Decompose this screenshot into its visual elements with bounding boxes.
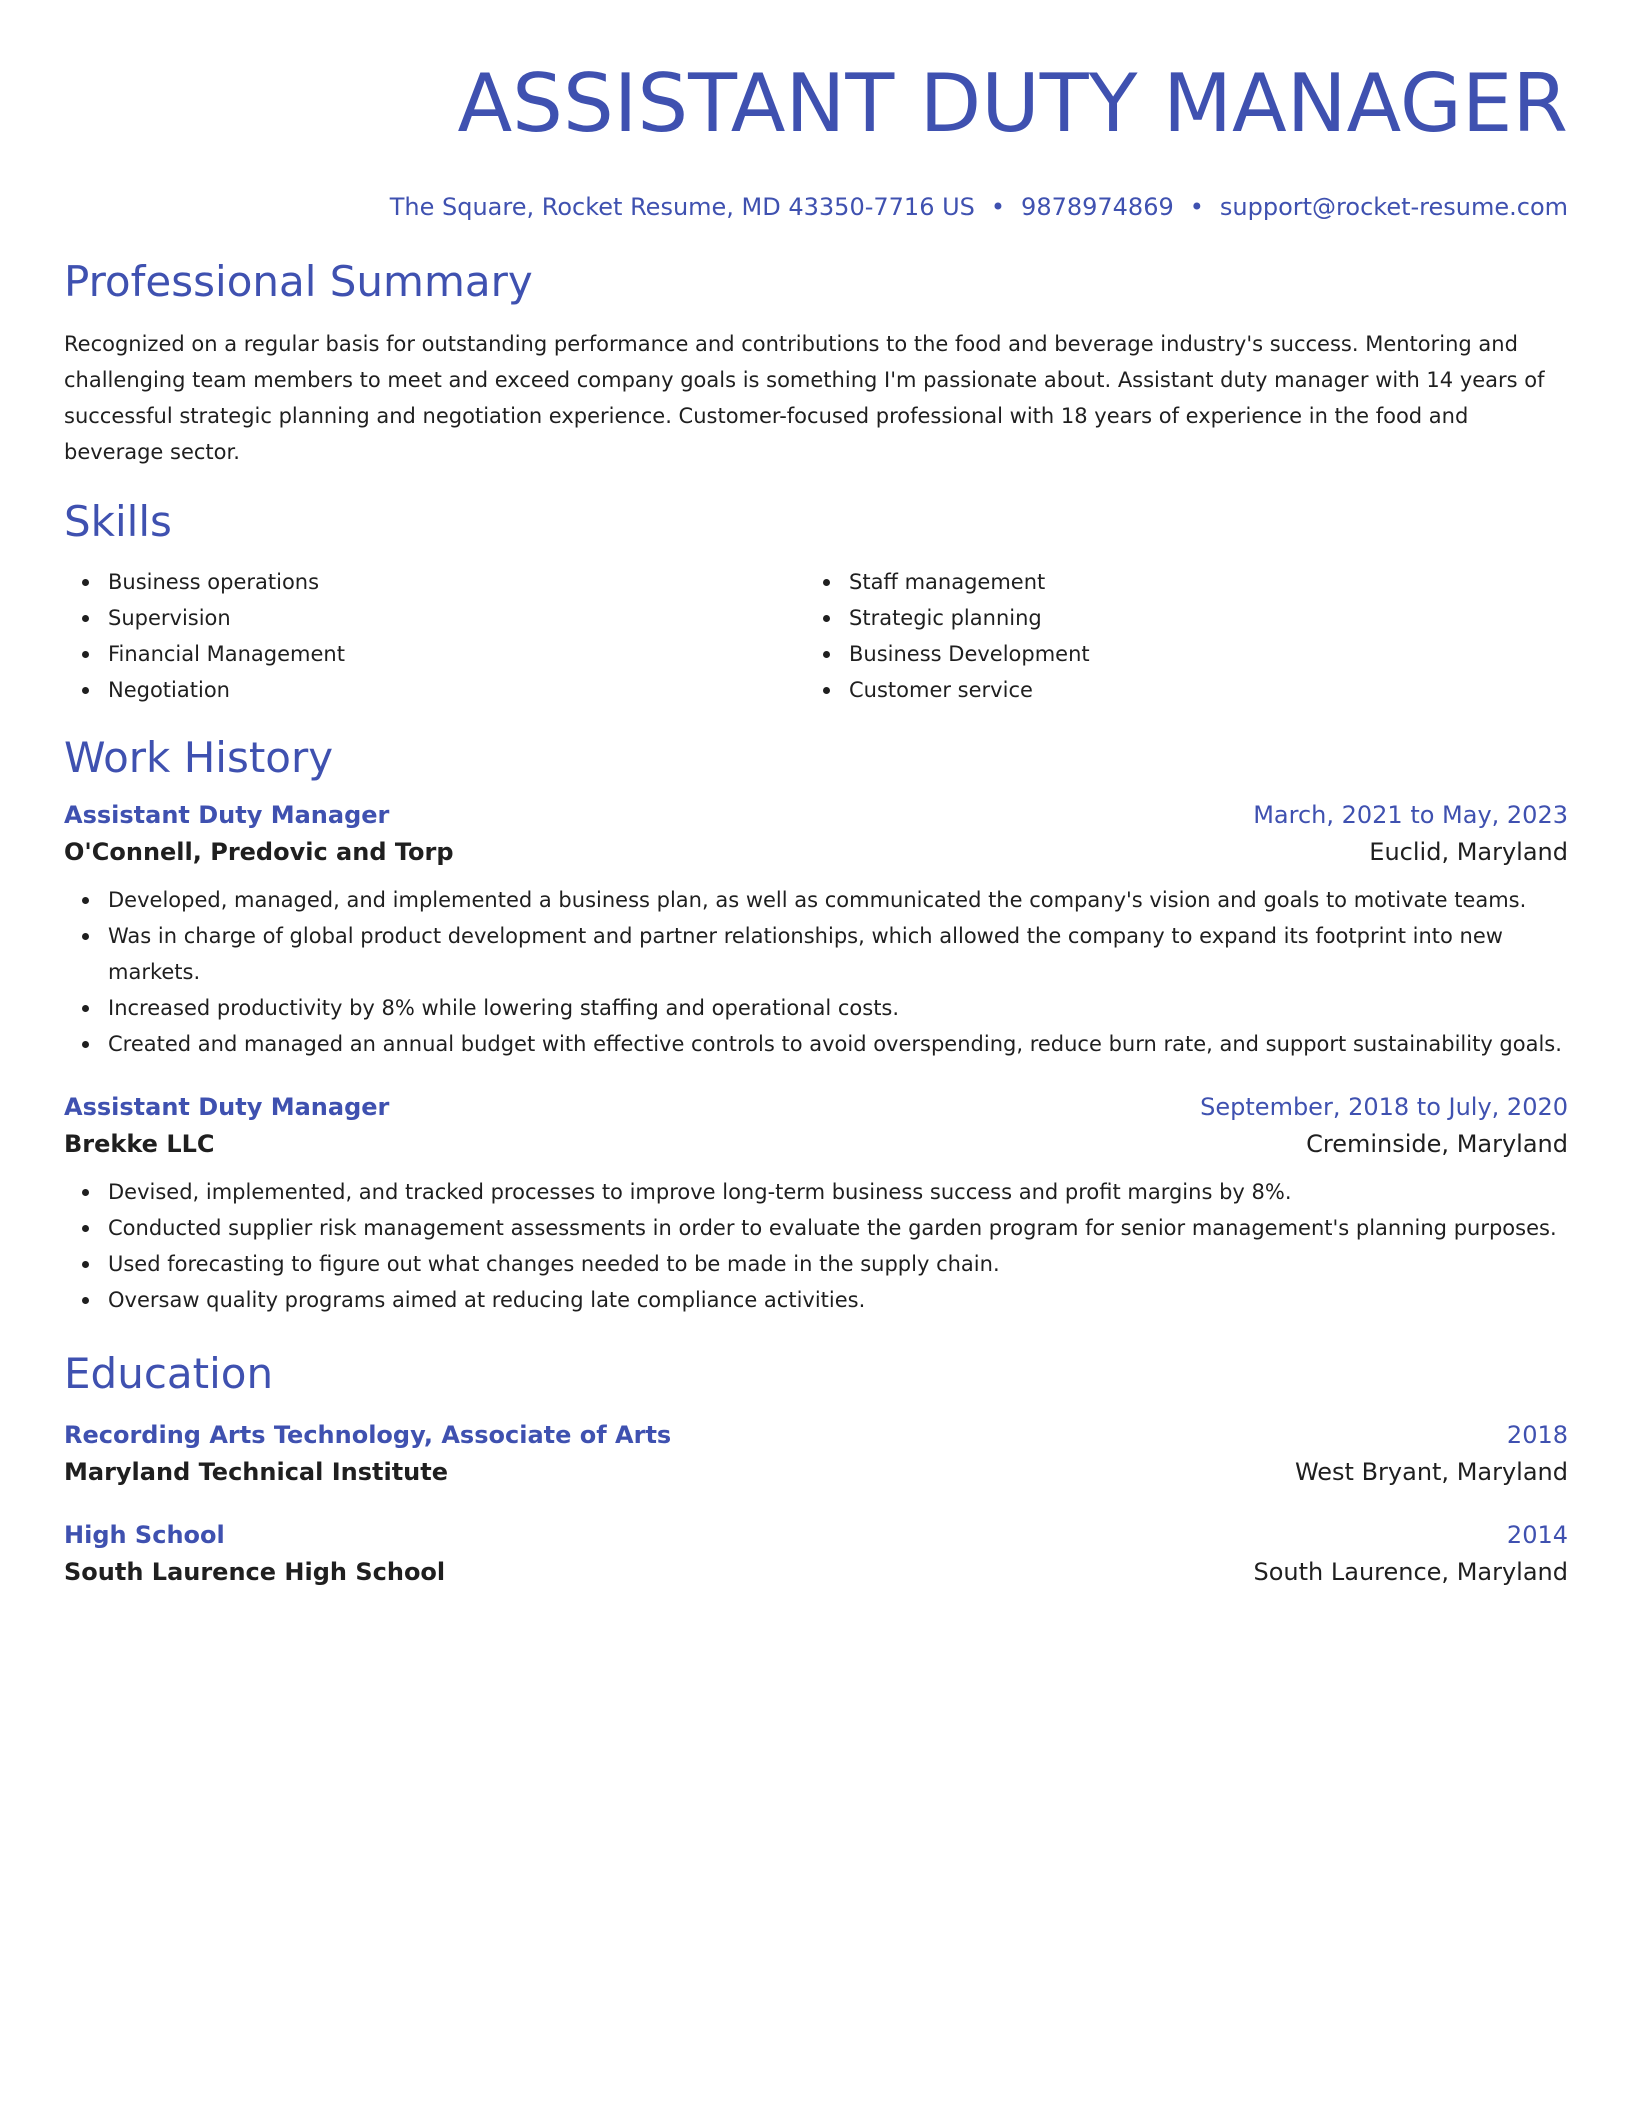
job-location: Euclid, Maryland — [1369, 838, 1568, 866]
education-entry — [64, 1518, 1568, 1592]
separator: • — [990, 193, 1006, 221]
skill-item: Business operations — [108, 564, 805, 600]
work-entry-subheader — [64, 1124, 1568, 1164]
job-bullet: Developed, managed, and implemented a business plan, as well as communicated the company's vision and goals to motivate teams. — [108, 882, 1568, 918]
job-bullets — [64, 1174, 1568, 1318]
job-dates: September, 2018 to July, 2020 — [1200, 1093, 1568, 1121]
email-link[interactable]: support@rocket-resume.com — [1219, 193, 1568, 221]
education-entry-header — [64, 1518, 1568, 1552]
education-entry-header — [64, 1418, 1568, 1452]
summary-text: Recognized on a regular basis for outstanding performance and contributions to the food and beverage industry's success. Mentoring and challenging team members to meet and exceed company goals is something I'm passionate about. Assistant duty manager with 14 years of successful strategic planning and negotiation experience. Customer-focused professional with 18 years of experience in the food and beverage sector. — [64, 332, 1545, 464]
job-bullet: Was in charge of global product development and partner relationships, which allowed the company to expand its footprint into new markets. — [108, 918, 1568, 990]
work-entry-header — [64, 1090, 1568, 1124]
skill-item: Negotiation — [108, 672, 805, 708]
job-bullet: Oversaw quality programs aimed at reducing late compliance activities. — [108, 1282, 1568, 1318]
degree: High School — [64, 1521, 225, 1549]
section-title-skills: Skills — [64, 497, 172, 546]
school-name: Maryland Technical Institute — [64, 1458, 448, 1486]
skills-column-right — [805, 564, 1546, 708]
job-title: Assistant Duty Manager — [64, 801, 390, 829]
resume-header — [64, 56, 1568, 222]
work-entry-subheader — [64, 832, 1568, 872]
skill-item: Supervision — [108, 600, 805, 636]
phone: 9878974869 — [1021, 193, 1174, 221]
skills-column-left — [64, 564, 805, 708]
school-name: South Laurence High School — [64, 1558, 446, 1586]
education-entry-subheader — [64, 1452, 1568, 1492]
skills-list — [64, 564, 1568, 708]
job-bullet: Created and managed an annual budget with effective controls to avoid overspending, reduce burn rate, and support sustainability goals. — [108, 1026, 1568, 1062]
graduation-year: 2014 — [1506, 1521, 1568, 1549]
graduation-year: 2018 — [1506, 1421, 1568, 1449]
job-bullet: Used forecasting to figure out what changes needed to be made in the supply chain. — [108, 1246, 1568, 1282]
school-location: West Bryant, Maryland — [1294, 1458, 1568, 1486]
work-entry — [64, 798, 1568, 1062]
job-bullet: Conducted supplier risk management assessments in order to evaluate the garden program for senior management's planning purposes. — [108, 1210, 1568, 1246]
job-dates: March, 2021 to May, 2023 — [1253, 801, 1568, 829]
section-title-summary: Professional Summary — [64, 257, 533, 306]
company-name: Brekke LLC — [64, 1130, 215, 1158]
job-title: Assistant Duty Manager — [64, 1093, 390, 1121]
work-entry-header — [64, 798, 1568, 832]
company-name: O'Connell, Predovic and Torp — [64, 838, 454, 866]
job-bullets — [64, 882, 1568, 1062]
education-entry — [64, 1418, 1568, 1492]
job-bullet: Increased productivity by 8% while lowering staffing and operational costs. — [108, 990, 1568, 1026]
section-title-education: Education — [64, 1349, 274, 1398]
work-entry — [64, 1090, 1568, 1318]
separator: • — [1189, 193, 1204, 221]
section-title-work-history: Work History — [64, 733, 334, 782]
candidate-title: ASSISTANT DUTY MANAGER — [457, 57, 1568, 150]
contact-line — [64, 192, 1568, 222]
degree: Recording Arts Technology, Associate of Arts — [64, 1421, 672, 1449]
education-entry-subheader — [64, 1552, 1568, 1592]
job-bullet: Devised, implemented, and tracked processes to improve long-term business success and profit margins by 8%. — [108, 1174, 1568, 1210]
skill-item: Customer service — [849, 672, 1546, 708]
skill-item: Business Development — [849, 636, 1546, 672]
school-location: South Laurence, Maryland — [1253, 1558, 1568, 1586]
address: The Square, Rocket Resume, MD 43350-7716 US — [389, 193, 975, 221]
job-location: Creminside, Maryland — [1306, 1130, 1568, 1158]
skill-item: Staff management — [849, 564, 1546, 600]
skill-item: Financial Management — [108, 636, 805, 672]
skill-item: Strategic planning — [849, 600, 1546, 636]
